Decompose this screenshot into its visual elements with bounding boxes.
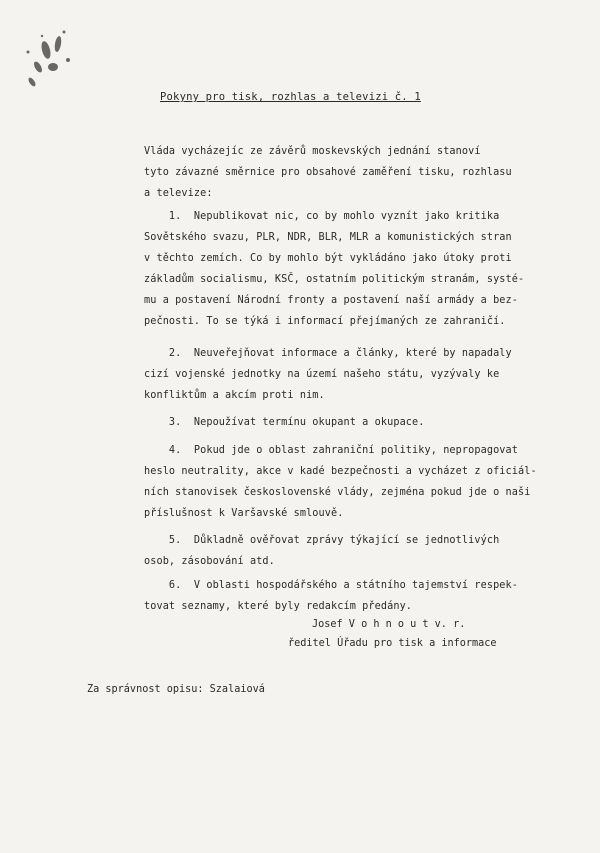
directive-item-3: 3. Nepoužívat termínu okupant a okupace. (144, 417, 425, 428)
signature-title: ředitel Úřadu pro tisk a informace (288, 638, 497, 649)
signature-name: Josef V o h n o u t v. r. (312, 619, 466, 630)
directive-item-1: 1. Nepublikovat nic, co by mohlo vyznít jako kritika Sovětského svazu, PLR, NDR, BLR, MLR a komunistických stran v těchto zemích. Co by mohlo být vykládáno jako útoky proti základům socialismu, KSČ, ostatním politickým stranám, systé- mu a postavení Národní fronty a postavení naší armády a bez- pečnosti. To se týká i informací přejímaných ze zahraničí. (144, 211, 525, 327)
document-title: Pokyny pro tisk, rozhlas a televizi č. 1 (160, 91, 421, 103)
directive-item-4: 4. Pokud jde o oblast zahraniční politiky, nepropagovat heslo neutrality, akce v kadé bezpečnosti a vycházet z oficiál- ních stanovisek československé vlády, zejména pokud jde o naši příslušnost k Varšavské smlouvě. (144, 445, 537, 519)
directive-item-2: 2. Neuveřejňovat informace a články, které by napadaly cizí vojenské jednotky na území našeho státu, vyzývaly ke konfliktům a akcím proti nim. (144, 348, 512, 401)
certification-note: Za správnost opisu: Szalaiová (87, 684, 265, 695)
ink-smudge (18, 22, 78, 97)
directive-item-5: 5. Důkladně ověřovat zprávy týkající se jednotlivých osob, zásobování atd. (144, 535, 500, 567)
intro-paragraph: Vláda vycházejíc ze závěrů moskevských jednání stanoví tyto závazné směrnice pro obsahové zaměření tisku, rozhlasu a televize: (144, 146, 512, 199)
directive-item-6: 6. V oblasti hospodářského a státního tajemství respek- tovat seznamy, které byly redakcím předány. (144, 580, 519, 612)
